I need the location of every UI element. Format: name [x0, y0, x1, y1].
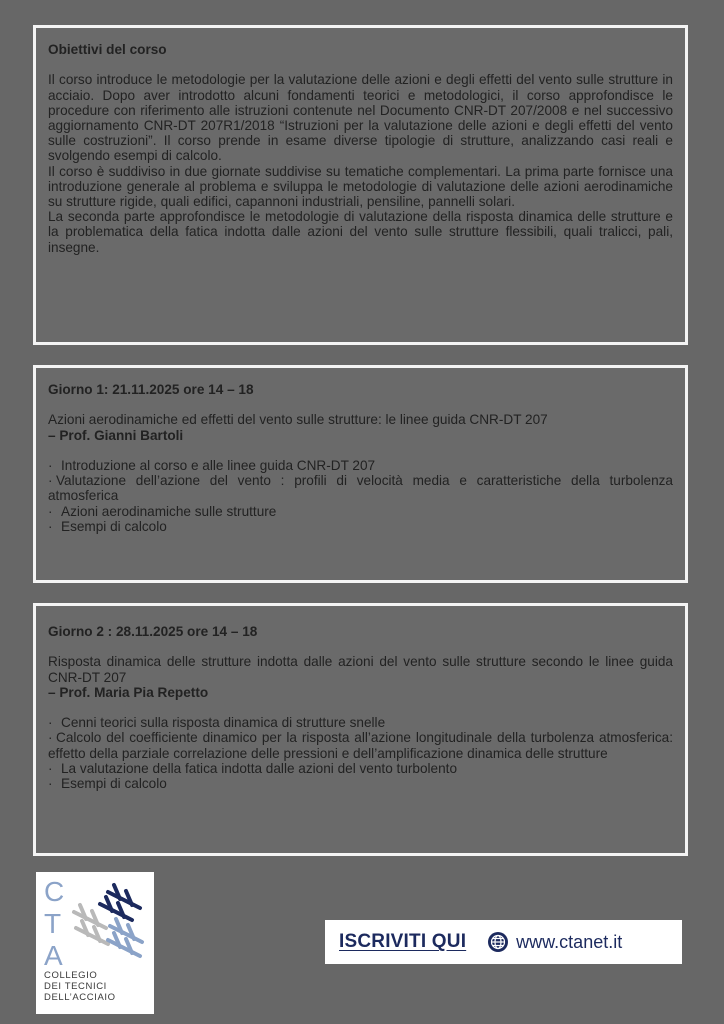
logo-line: COLLEGIO: [44, 970, 98, 981]
day2-section: [33, 603, 688, 856]
bullet-icon: ·: [48, 473, 53, 489]
bullet-icon: ·: [48, 503, 53, 519]
list-item: · Azioni aerodinamiche sulle strutture: [48, 503, 277, 519]
logo-line: DELL’ACCIAIO: [44, 992, 116, 1003]
cta-bar: [325, 920, 682, 964]
steel-grid-icon: [70, 882, 148, 964]
day2-title: Giorno 2 : 28.11.2025 ore 14 – 18: [48, 624, 258, 639]
bullet-icon: ·: [48, 730, 53, 746]
day1-section: [33, 365, 688, 583]
objectives-title: Obiettivi del corso: [48, 42, 167, 57]
day2-speaker: – Prof. Maria Pia Repetto: [48, 684, 209, 700]
list-item: · Esempi di calcolo: [48, 776, 167, 791]
bullet-icon: ·: [48, 760, 53, 776]
list-item: · Valutazione dell’azione del vento : profili di velocità media e caratteristiche della turbolenza atmosferica: [48, 473, 673, 504]
bullet-icon: ·: [48, 776, 53, 791]
logo-letter-c: C: [44, 876, 65, 907]
list-item: · Introduzione al corso e alle linee guida CNR-DT 207: [48, 457, 376, 473]
register-link[interactable]: ISCRIVITI QUI: [339, 931, 467, 952]
list-item: · Calcolo del coefficiente dinamico per la risposta all’azione longitudinale della turbolenza atmosferica: effetto della parziale correlazione delle pressioni e dell’amplificazione dinamica delle strutture: [48, 730, 673, 761]
day1-bullet-list: [48, 458, 673, 534]
logo-letter-t: T: [44, 908, 62, 939]
day1-speaker: – Prof. Gianni Bartoli: [48, 427, 184, 443]
objectives-section: [33, 25, 688, 345]
logo-letter-a: A: [44, 940, 63, 971]
website-url: www.ctanet.it: [516, 931, 623, 952]
day2-bullet-list: [48, 715, 673, 791]
objectives-paragraph: Il corso è suddiviso in due giornate suddivise su tematiche complementari. La prima parte fornisce una introduzione generale al problema e sviluppa le metodologie di valutazione delle azioni aerodinamiche su strutture rigide, quali edifici, capannoni industriali, pensiline, pannelli solari.: [48, 163, 673, 210]
objectives-paragraph: La seconda parte approfondisce le metodologie di valutazione della risposta dinamica delle strutture e la problematica della fatica indotta dalle azioni del vento sulle strutture flessibili, quali tralicci, pali, insegne.: [48, 209, 673, 255]
globe-icon: [488, 932, 508, 952]
list-item: · Cenni teorici sulla risposta dinamica di strutture snelle: [48, 715, 386, 731]
objectives-paragraph: Il corso introduce le metodologie per la valutazione delle azioni e degli effetti del vento sulle strutture in acciaio. Dopo aver introdotto alcuni fondamenti teorici e metodologici, il corso approfondisce le procedure con riferimento alle istruzioni contenute nel Documento CNR-DT 207/2008 e nel successivo aggiornamento CNR-DT 207R1/2018 “Istruzioni per la valutazione delle azioni e degli effetti del vento sulle costruzioni”. Il corso prende in esame diverse tipologie di strutture, analizzando casi reali e svolgendo esempi di calcolo.: [48, 72, 673, 164]
day2-topic: Risposta dinamica delle strutture indotta dalle azioni del vento sulle strutture secondo le linee guida CNR-DT 207: [48, 654, 673, 685]
list-item: · La valutazione della fatica indotta dalle azioni del vento turbolento: [48, 760, 458, 776]
logo-line: DEI TECNICI: [44, 981, 107, 992]
day1-title: Giorno 1: 21.11.2025 ore 14 – 18: [48, 382, 254, 397]
day1-topic: Azioni aerodinamiche ed effetti del vento sulle strutture: le linee guida CNR-DT 207: [48, 412, 548, 428]
bullet-icon: ·: [48, 715, 53, 731]
list-item: · Esempi di calcolo: [48, 518, 167, 534]
cta-logo: [36, 872, 154, 1014]
bullet-icon: ·: [48, 457, 53, 473]
website-link[interactable]: [488, 932, 622, 953]
bullet-icon: ·: [48, 518, 53, 534]
